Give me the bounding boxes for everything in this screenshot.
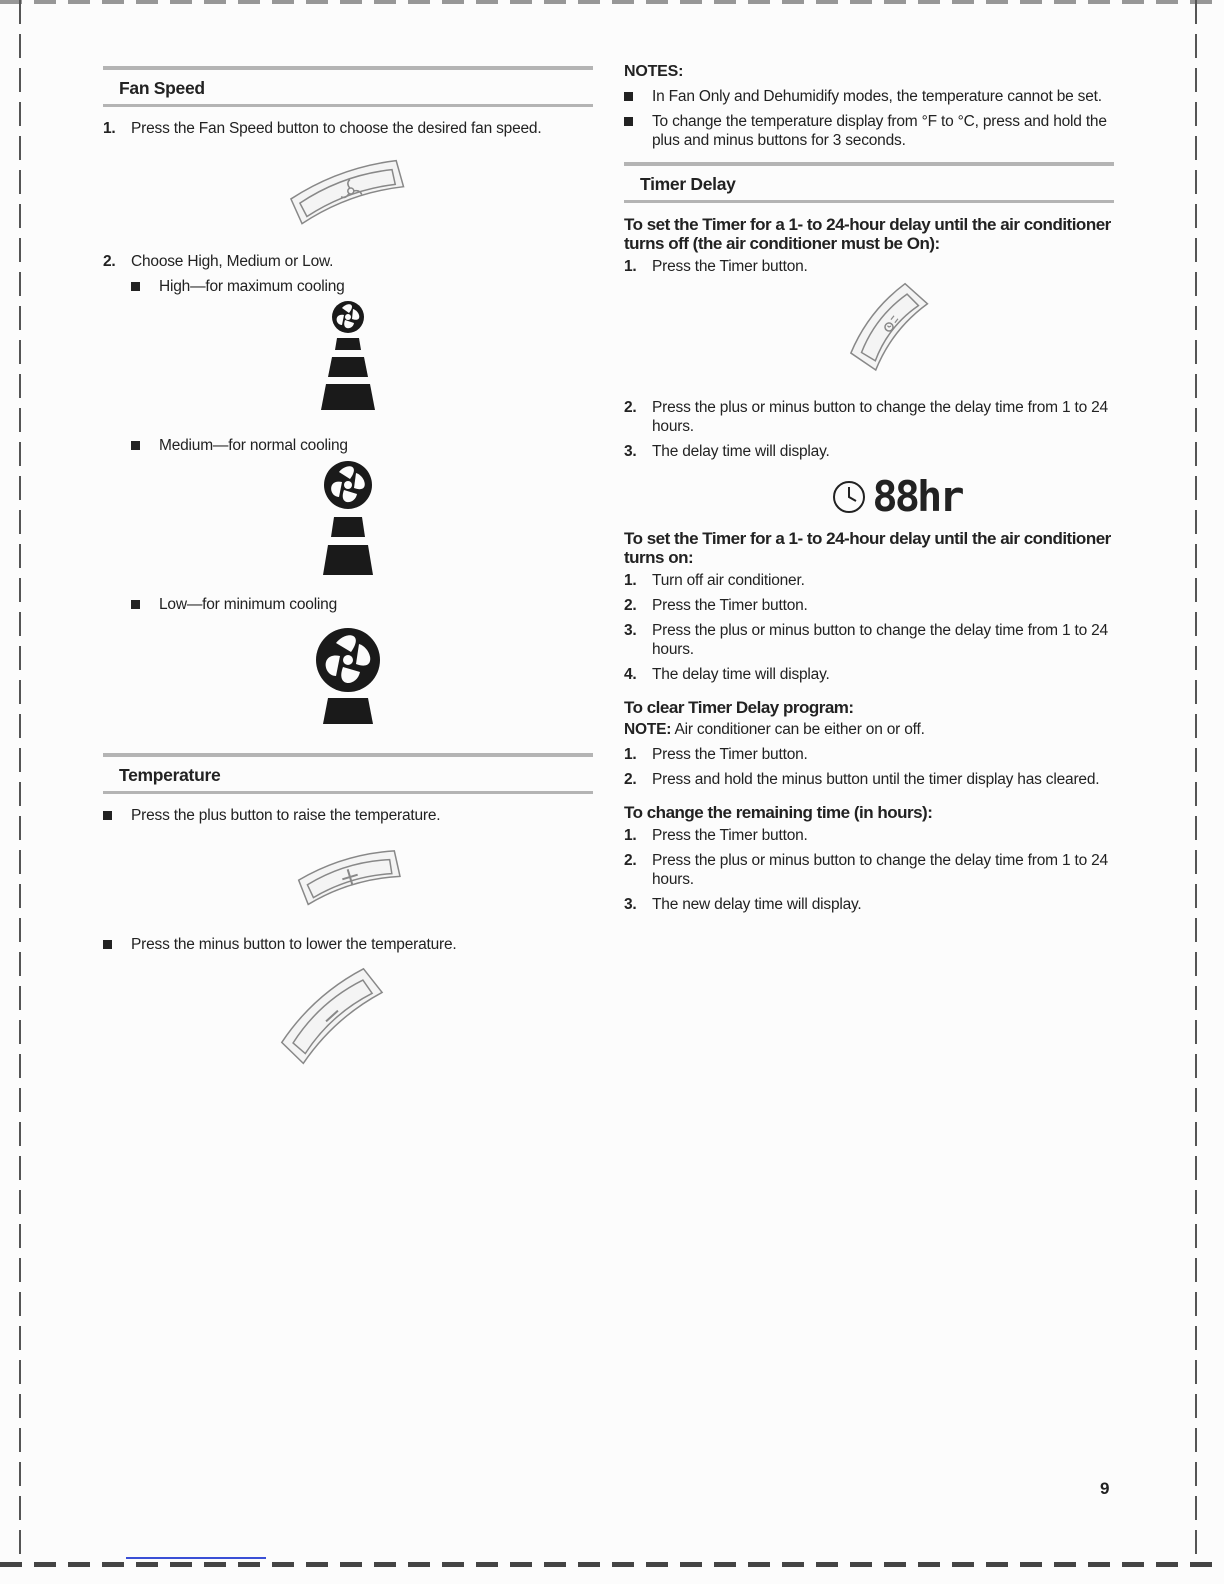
clear-step-1 <box>624 745 1114 764</box>
top-border <box>0 0 1224 4</box>
step-number: 2. <box>624 399 637 416</box>
set-off-step-3 <box>624 442 1114 461</box>
clear-timer-heading: To clear Timer Delay program: <box>624 698 854 717</box>
set-on-step-1 <box>624 571 1114 590</box>
page-number: 9 <box>1100 1479 1110 1498</box>
bottom-link-mark <box>126 1557 266 1559</box>
set-on-step-3 <box>624 621 1114 659</box>
temperature-heading: Temperature <box>103 753 593 794</box>
fan-low-icon <box>103 620 593 738</box>
clear-step-2 <box>624 770 1114 789</box>
set-timer-off-heading: To set the Timer for a 1- to 24-hour delay until the air conditioner turns off (the air conditioner must be On): <box>624 215 1111 253</box>
set-off-step-1 <box>624 257 1114 276</box>
step-number: 2. <box>624 852 637 869</box>
fan-low-item: Low—for minimum cooling <box>103 595 593 614</box>
notes-heading: NOTES: <box>624 63 684 80</box>
step-number: 3. <box>624 896 637 913</box>
clear-timer-note <box>624 720 1114 739</box>
step-number: 1. <box>624 746 637 763</box>
set-on-step-4 <box>624 665 1114 684</box>
set-on-step-2 <box>624 596 1114 615</box>
step-text: The delay time will display. <box>652 666 830 683</box>
step-text: Turn off air conditioner. <box>652 572 805 589</box>
step-text: Press the Timer button. <box>652 597 808 614</box>
fan-high-item: High—for maximum cooling <box>103 277 593 296</box>
timer-display <box>624 469 1114 525</box>
fan-speed-step-2 <box>103 252 593 271</box>
right-column <box>624 62 1114 914</box>
step-number: 2. <box>103 253 116 270</box>
change-time-heading: To change the remaining time (in hours): <box>624 803 933 822</box>
step-text: Press the plus or minus button to change the delay time from 1 to 24 hours. <box>652 622 1108 658</box>
step-number: 2. <box>624 771 637 788</box>
set-off-step-2 <box>624 398 1114 436</box>
step-number: 4. <box>624 666 637 683</box>
step-number: 1. <box>103 120 116 137</box>
fan-speed-button-icon <box>103 138 593 246</box>
fan-high-icon <box>103 300 593 430</box>
plus-button-icon <box>103 831 593 925</box>
fan-medium-item: Medium—for normal cooling <box>103 436 593 455</box>
left-cut-line <box>19 0 21 1562</box>
step-text: Press the Timer button. <box>652 258 808 275</box>
fan-medium-icon <box>103 461 593 589</box>
timer-delay-heading: Timer Delay <box>624 162 1114 203</box>
bottom-cut-line <box>0 1562 1224 1567</box>
change-step-2 <box>624 851 1114 889</box>
step-text: The delay time will display. <box>652 443 830 460</box>
minus-button-icon <box>103 956 593 1082</box>
timer-button-icon <box>624 279 1114 387</box>
temperature-minus-item: Press the minus button to lower the temperature. <box>103 935 593 954</box>
fan-speed-heading: Fan Speed <box>103 66 593 107</box>
step-number: 1. <box>624 258 637 275</box>
note-item: To change the temperature display from °F to °C, press and hold the plus and minus buttons for 3 seconds. <box>624 112 1114 150</box>
clock-icon <box>832 480 866 514</box>
step-text: Press the Timer button. <box>652 827 808 844</box>
timer-display-value: 88hr <box>872 472 962 521</box>
fan-speed-step-1 <box>103 119 593 138</box>
change-step-1 <box>624 826 1114 845</box>
step-number: 3. <box>624 622 637 639</box>
step-text: Choose High, Medium or Low. <box>131 253 334 270</box>
step-text: Press and hold the minus button until the timer display has cleared. <box>652 771 1100 788</box>
step-number: 1. <box>624 827 637 844</box>
step-text: Press the Fan Speed button to choose the desired fan speed. <box>131 120 542 137</box>
note-label: NOTE: <box>624 721 672 738</box>
step-text: Press the plus or minus button to change the delay time from 1 to 24 hours. <box>652 399 1108 435</box>
note-text: Air conditioner can be either on or off. <box>671 721 925 738</box>
temperature-plus-item: Press the plus button to raise the temperature. <box>103 806 593 825</box>
step-text: Press the Timer button. <box>652 746 808 763</box>
left-column <box>103 66 593 1082</box>
step-text: The new delay time will display. <box>652 896 862 913</box>
right-cut-line <box>1195 0 1197 1562</box>
step-number: 2. <box>624 597 637 614</box>
step-text: Press the plus or minus button to change the delay time from 1 to 24 hours. <box>652 852 1108 888</box>
step-number: 1. <box>624 572 637 589</box>
change-step-3 <box>624 895 1114 914</box>
set-timer-on-heading: To set the Timer for a 1- to 24-hour delay until the air conditioner turns on: <box>624 529 1111 567</box>
step-number: 3. <box>624 443 637 460</box>
note-item: In Fan Only and Dehumidify modes, the temperature cannot be set. <box>624 87 1114 106</box>
